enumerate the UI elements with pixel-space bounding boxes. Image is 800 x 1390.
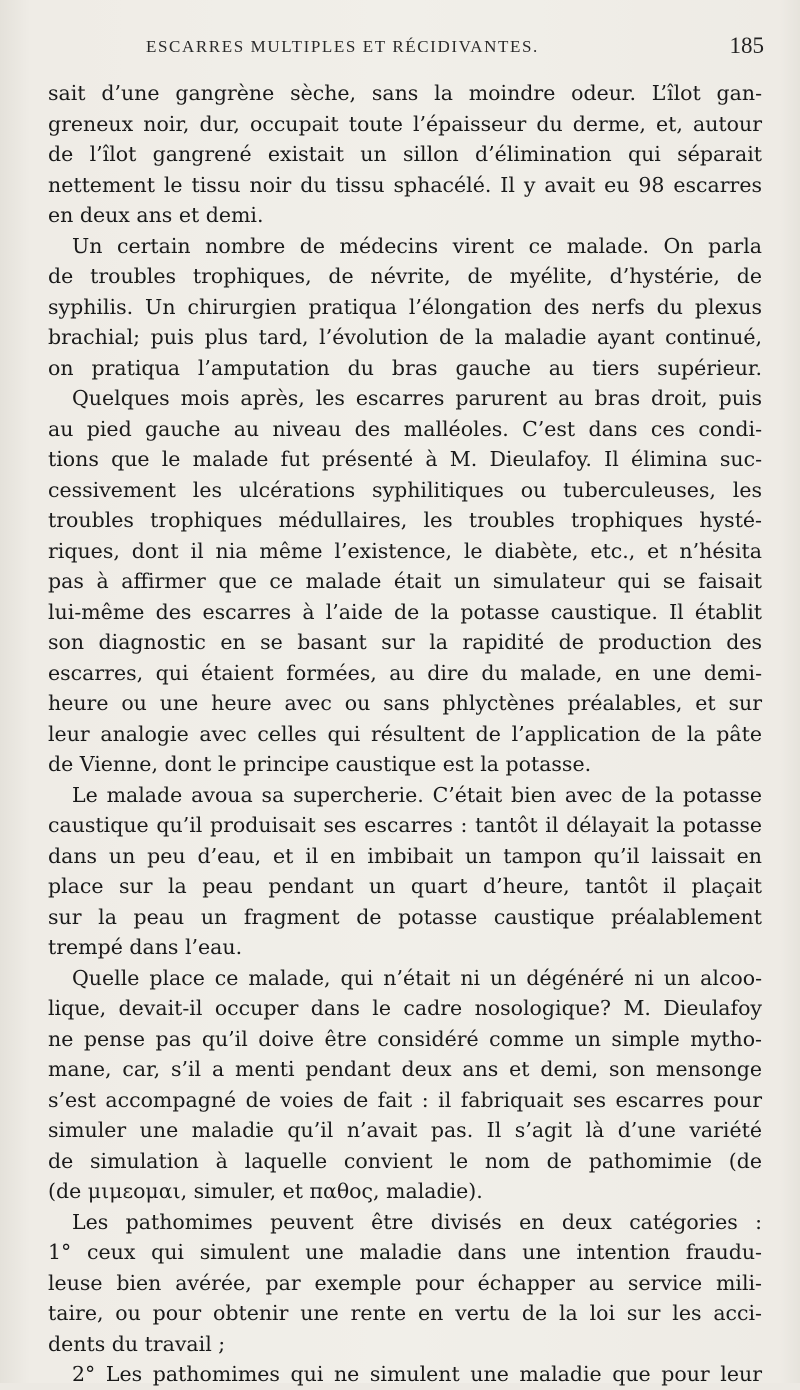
text-line: Les pathomimes peuvent être divisés en deux catégories : bbox=[72, 1209, 762, 1234]
text-line: mane, car, s’il a menti pendant deux ans et demi, son mensonge bbox=[48, 1057, 762, 1081]
text-line: heure ou une heure avec ou sans phlyctènes préalables, et sur bbox=[48, 691, 762, 715]
text-line: brachial; puis plus tard, l’évolution de la maladie ayant continué, bbox=[48, 325, 762, 349]
text-line: de troubles trophiques, de névrite, de myélite, d’hystérie, de bbox=[48, 264, 762, 288]
text-line: leur analogie avec celles qui résultent de l’application de la pâte bbox=[48, 721, 762, 746]
text-line: 1° ceux qui simulent une maladie dans une intention fraudu- bbox=[48, 1240, 762, 1264]
text-line: nettement le tissu noir du tissu sphacélé. Il y avait eu 98 escarres bbox=[48, 172, 762, 197]
text-line: dents du travail ; bbox=[48, 1331, 226, 1356]
text-line: lique, devait-il occuper dans le cadre nosologique? M. Dieulafoy bbox=[48, 996, 762, 1020]
text-line: trempé dans l’eau. bbox=[48, 935, 243, 959]
text-line: de l’îlot gangrené existait un sillon d’élimination qui séparait bbox=[48, 142, 762, 166]
text-line: simuler une maladie qu’il n’avait pas. Il s’agit là d’une variété bbox=[48, 1118, 762, 1142]
text-line: place sur la peau pendant un quart d’heure, tantôt il plaçait bbox=[48, 874, 762, 898]
text-line: ne pense pas qu’il doive être considéré comme un simple mytho- bbox=[48, 1026, 762, 1051]
text-line: son diagnostic en se basant sur la rapidité de production des bbox=[48, 630, 762, 654]
text-line: escarres, qui étaient formées, au dire du malade, en une demi- bbox=[48, 660, 762, 685]
text-line: sait d’une gangrène sèche, sans la moindre odeur. L’îlot gan- bbox=[48, 81, 762, 105]
text-line: pas à affirmer que ce malade était un simulateur qui se faisait bbox=[48, 569, 762, 593]
text-line: (de μιμεομαι, simuler, et παθος, maladie). bbox=[48, 1179, 483, 1203]
text-line: syphilis. Un chirurgien pratiqua l’élongation des nerfs du plexus bbox=[48, 294, 762, 319]
text-line: de Vienne, dont le principe caustique est la potasse. bbox=[48, 752, 592, 776]
running-title: ESCARRES MULTIPLES ET RÉCIDIVANTES. bbox=[146, 37, 539, 56]
text-line: leuse bien avérée, par exemple pour échapper au service mili- bbox=[48, 1270, 762, 1295]
page-header bbox=[48, 33, 764, 67]
text-line: Le malade avoua sa supercherie. C’était bien avec de la potasse bbox=[72, 782, 762, 807]
text-line: s’est accompagné de voies de fait : il fabriquait ses escarres pour bbox=[48, 1087, 762, 1112]
text-line: troubles trophiques médullaires, les troubles trophiques hysté- bbox=[48, 508, 762, 532]
text-line: Quelques mois après, les escarres parurent au bras droit, puis bbox=[72, 386, 762, 410]
text-line: 2° Les pathomimes qui ne simulent une maladie que pour leur bbox=[72, 1362, 762, 1386]
text-line: cessivement les ulcérations syphilitiques ou tuberculeuses, les bbox=[48, 477, 762, 502]
text-line: Quelle place ce malade, qui n’était ni un dégénéré ni un alcoo- bbox=[72, 965, 762, 990]
text-line: dans un peu d’eau, et il en imbibait un tampon qu’il laissait en bbox=[48, 843, 762, 868]
text-line: greneux noir, dur, occupait toute l’épaisseur du derme, et, autour bbox=[48, 111, 762, 136]
page-number: 185 bbox=[729, 33, 764, 58]
body-text bbox=[48, 78, 762, 1390]
text-line: on pratiqua l’amputation du bras gauche au tiers supérieur. bbox=[48, 355, 762, 380]
text-line: lui-même des escarres à l’aide de la potasse caustique. Il établit bbox=[48, 599, 762, 624]
text-line: tions que le malade fut présenté à M. Dieulafoy. Il élimina suc- bbox=[48, 447, 762, 471]
text-line: Un certain nombre de médecins virent ce malade. On parla bbox=[72, 233, 762, 258]
text-line: au pied gauche au niveau des malléoles. C’est dans ces condi- bbox=[48, 416, 762, 441]
text-line: taire, ou pour obtenir une rente en vertu de la loi sur les acci- bbox=[48, 1301, 762, 1325]
text-line: riques, dont il nia même l’existence, le diabète, etc., et n’hésita bbox=[48, 538, 762, 563]
text-line: sur la peau un fragment de potasse caustique préalablement bbox=[48, 904, 762, 929]
text-line: en deux ans et demi. bbox=[48, 203, 264, 227]
text-line: de simulation à laquelle convient le nom de pathomimie (de bbox=[48, 1148, 762, 1173]
text-line: caustique qu’il produisait ses escarres : tantôt il délayait la potasse bbox=[48, 813, 762, 837]
